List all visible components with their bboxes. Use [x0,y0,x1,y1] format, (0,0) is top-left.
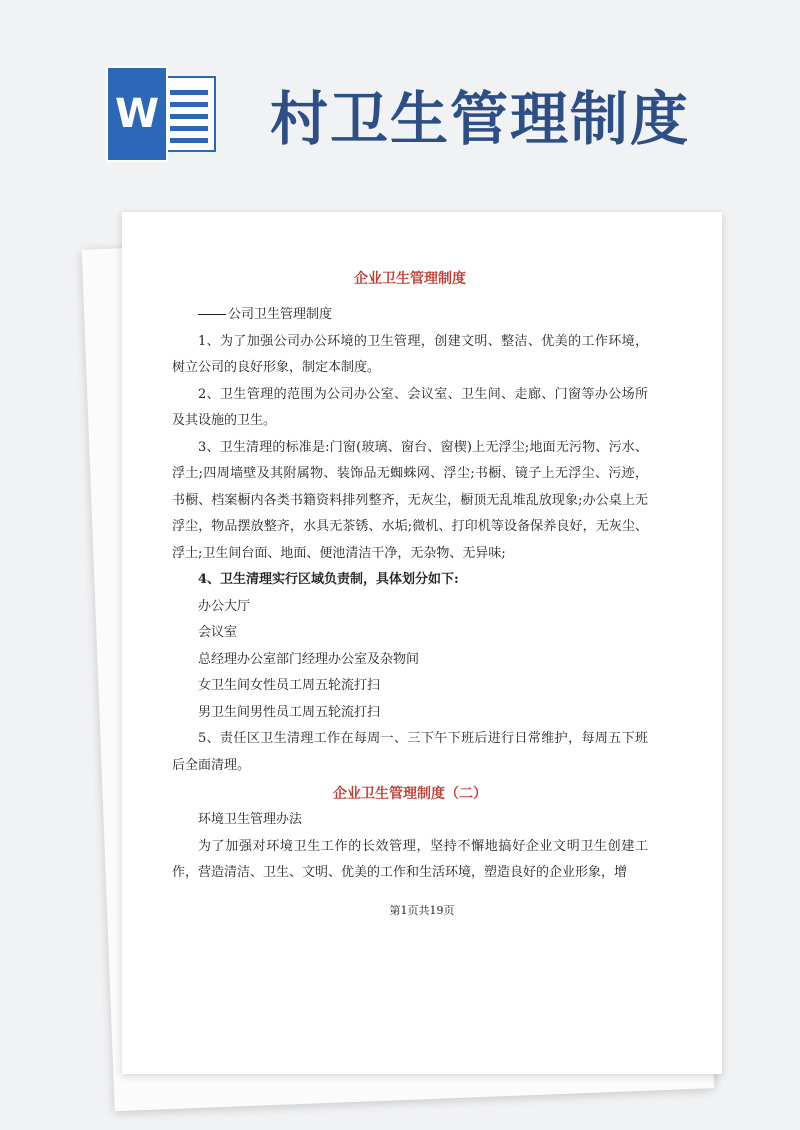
list-item: 女卫生间女性员工周五轮流打扫 [198,678,381,693]
document-page [122,212,722,1074]
doc-heading-2: 企业卫生管理制度（二） [333,786,487,802]
blank-underline [198,314,226,315]
page-title: 村卫生管理制度 [270,85,691,153]
paragraph-4: 4、卫生清理实行区域负责制，具体划分如下: [198,572,459,587]
list-item: 会议室 [198,625,238,640]
header [0,0,800,200]
paragraph-3: 3、卫生清理的标准是:门窗(玻璃、窗台、窗楔)上无浮尘;地面无污物、污水、浮土;四周墙壁及其附属物、装饰品无蜘蛛网、浮尘;书橱、镜子上无浮尘、污迹，书橱、档案橱内各类书籍资料排列整齐，无灰尘，橱顶无乱堆乱放现象;办公桌上无浮尘，物品摆放整齐，水具无茶锈、水垢;微机、打印机等设备保养良好，无灰尘、浮土;卫生间台面、地面、便池清洁干净，无杂物、无异味; [172,439,648,561]
paragraph-1: 1、为了加强公司办公环境的卫生管理，创建文明、整洁、优美的工作环境，树立公司的良好形象，制定本制度。 [172,333,648,375]
doc-subtitle-2: 环境卫生管理办法 [198,812,303,827]
paragraph-2: 2、卫生管理的范围为公司办公室、会议室、卫生间、走廊、门窗等办公场所及其设施的卫生。 [172,386,648,428]
list-item: 总经理办公室部门经理办公室及杂物间 [198,651,420,667]
doc-heading: 企业卫生管理制度 [354,271,466,287]
paragraph-5: 5、责任区卫生清理工作在每周一、三下午下班后进行日常维护，每周五下班后全面清理。 [172,731,648,773]
page-footer: 第1页共19页 [389,904,455,917]
word-letter-badge: W [108,68,166,160]
list-item: 男卫生间男性员工周五轮流打扫 [198,704,381,720]
doc-subtitle [172,302,648,329]
doc-subtitle-text: 公司卫生管理制度 [228,307,333,322]
list-item: 办公大厅 [198,598,251,614]
document-content [172,268,648,887]
word-document-icon [108,68,216,160]
paragraph-6: 为了加强对环境卫生工作的长效管理，坚持不懈地搞好企业文明卫生创建工作，营造清洁、卫生、文明、优美的工作和生活环境，塑造良好的企业形象，增 [172,838,648,880]
